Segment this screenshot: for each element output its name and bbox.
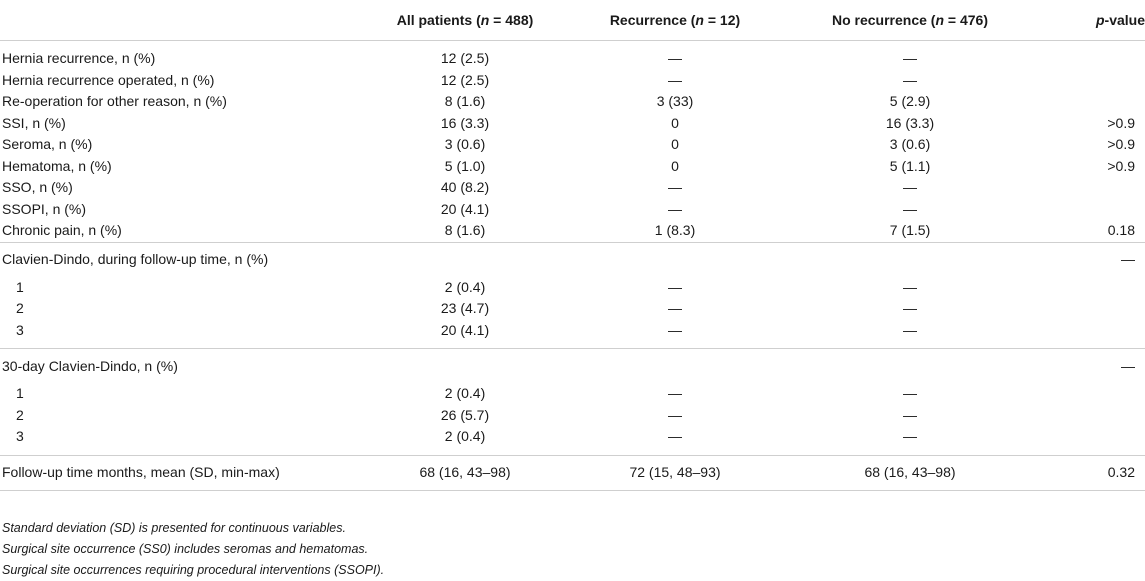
section-header-30day-clavien-dindo: [0, 349, 1145, 384]
row-label: 3: [16, 321, 24, 338]
row-label: SSI, n (%): [2, 114, 66, 131]
cell-no-recurrence: —: [903, 321, 917, 338]
header-recurrence: Recurrence (n = 12): [580, 0, 770, 41]
table-header: [0, 0, 1145, 41]
cell-recurrence: 3 (33): [656, 93, 694, 110]
header-all-patients: All patients (n = 488): [350, 0, 580, 41]
cell-no-recurrence: 68 (16, 43–98): [770, 455, 1050, 490]
cell-recurrence: —: [668, 200, 682, 217]
cell-recurrence: 0: [671, 136, 679, 153]
footnote: Surgical site occurrences requiring procedural interventions (SSOPI).: [2, 563, 385, 577]
row-label: 2: [16, 406, 24, 423]
row-label: Hematoma, n (%): [2, 157, 112, 174]
table-row: [0, 91, 1145, 113]
cell-all: 3 (0.6): [444, 136, 486, 153]
row-label: Seroma, n (%): [2, 136, 93, 153]
cell-no-recurrence: 16 (3.3): [885, 114, 935, 131]
cell-no-recurrence: —: [903, 385, 917, 402]
cell-no-recurrence: —: [903, 406, 917, 423]
cell-all: 5 (1.0): [444, 157, 486, 174]
table-row-followup: [0, 455, 1145, 490]
footnote: Standard deviation (SD) is presented for continuous variables.: [2, 521, 346, 535]
table-row: [0, 277, 1145, 299]
cell-p-value: [1050, 199, 1145, 221]
cell-p-value: 0.18: [1107, 222, 1135, 239]
cell-p-value: >0.9: [1107, 114, 1135, 131]
cell-no-recurrence: 7 (1.5): [889, 222, 931, 239]
cell-no-recurrence: —: [903, 300, 917, 317]
table-row: [0, 298, 1145, 320]
cell-p-value: 0.32: [1050, 455, 1145, 490]
header-no-recurrence: No recurrence (n = 476): [770, 0, 1050, 41]
row-label: Hernia recurrence operated, n (%): [2, 71, 215, 88]
cell-no-recurrence: 5 (2.9): [889, 93, 931, 110]
cell-all: 2 (0.4): [444, 385, 486, 402]
table-row: [0, 70, 1145, 92]
section-label: 30-day Clavien-Dindo, n (%): [0, 349, 350, 384]
table-row: [0, 320, 1145, 342]
cell-p-value: [1050, 91, 1145, 113]
table-row: [0, 220, 1145, 242]
cell-all: 8 (1.6): [444, 222, 486, 239]
cell-no-recurrence: —: [903, 200, 917, 217]
table-row: [0, 48, 1145, 70]
cell-all: 12 (2.5): [440, 50, 490, 67]
cell-all: 23 (4.7): [440, 300, 490, 317]
cell-p-value: >0.9: [1107, 157, 1135, 174]
header-blank: [0, 0, 350, 41]
row-label: Chronic pain, n (%): [2, 222, 122, 239]
cell-no-recurrence: —: [903, 71, 917, 88]
cell-all: 26 (5.7): [440, 406, 490, 423]
cell-recurrence: —: [668, 385, 682, 402]
row-label: SSOPI, n (%): [2, 200, 87, 217]
table-body: [0, 41, 1145, 491]
cell-recurrence: 1 (8.3): [654, 222, 696, 239]
table-row: [0, 383, 1145, 405]
cell-no-recurrence: —: [903, 50, 917, 67]
row-label: 1: [16, 385, 24, 402]
cell-p-value: [1050, 48, 1145, 70]
table-row: [0, 199, 1145, 221]
cell-recurrence: 72 (15, 48–93): [580, 455, 770, 490]
cell-recurrence: —: [668, 278, 682, 295]
footnote: Surgical site occurrence (SS0) includes seromas and hematomas.: [2, 542, 369, 556]
cell-all: 2 (0.4): [444, 428, 486, 445]
cell-recurrence: —: [668, 300, 682, 317]
cell-no-recurrence: —: [903, 179, 917, 196]
row-label: Hernia recurrence, n (%): [2, 50, 156, 67]
cell-all: 20 (4.1): [440, 321, 490, 338]
cell-no-recurrence: —: [903, 428, 917, 445]
table-row: [0, 134, 1145, 156]
cell-all: 2 (0.4): [444, 278, 486, 295]
cell-p-value: [1050, 70, 1145, 92]
cell-recurrence: —: [668, 406, 682, 423]
cell-all: 12 (2.5): [440, 71, 490, 88]
row-label: Re-operation for other reason, n (%): [2, 93, 227, 110]
table-row: [0, 405, 1145, 427]
header-p-value: p-value: [1050, 0, 1145, 41]
section-p-value: —: [1050, 242, 1145, 277]
cell-recurrence: —: [668, 428, 682, 445]
row-label: 3: [16, 428, 24, 445]
cell-all: 16 (3.3): [440, 114, 490, 131]
cell-no-recurrence: 5 (1.1): [889, 157, 931, 174]
cell-all: 68 (16, 43–98): [350, 455, 580, 490]
cell-recurrence: —: [668, 179, 682, 196]
cell-no-recurrence: —: [903, 278, 917, 295]
section-p-value: —: [1050, 349, 1145, 384]
row-label: Follow-up time months, mean (SD, min-max): [0, 455, 350, 490]
cell-all: 8 (1.6): [444, 93, 486, 110]
cell-all: 40 (8.2): [440, 179, 490, 196]
cell-recurrence: —: [668, 321, 682, 338]
section-header-clavien-dindo-followup: [0, 242, 1145, 277]
table-row: [0, 156, 1145, 178]
section-label: Clavien-Dindo, during follow-up time, n (%): [0, 242, 350, 277]
table-row: [0, 113, 1145, 135]
row-label: 1: [16, 278, 24, 295]
cell-p-value: [1050, 177, 1145, 199]
cell-recurrence: —: [668, 50, 682, 67]
cell-p-value: >0.9: [1107, 136, 1135, 153]
cell-recurrence: —: [668, 71, 682, 88]
cell-all: 20 (4.1): [440, 200, 490, 217]
row-label: SSO, n (%): [2, 179, 73, 196]
table-row: [0, 426, 1145, 448]
cell-recurrence: 0: [671, 114, 679, 131]
table-footnotes: [2, 518, 384, 581]
cell-recurrence: 0: [671, 157, 679, 174]
cell-no-recurrence: 3 (0.6): [889, 136, 931, 153]
table-row: [0, 177, 1145, 199]
row-label: 2: [16, 300, 24, 317]
